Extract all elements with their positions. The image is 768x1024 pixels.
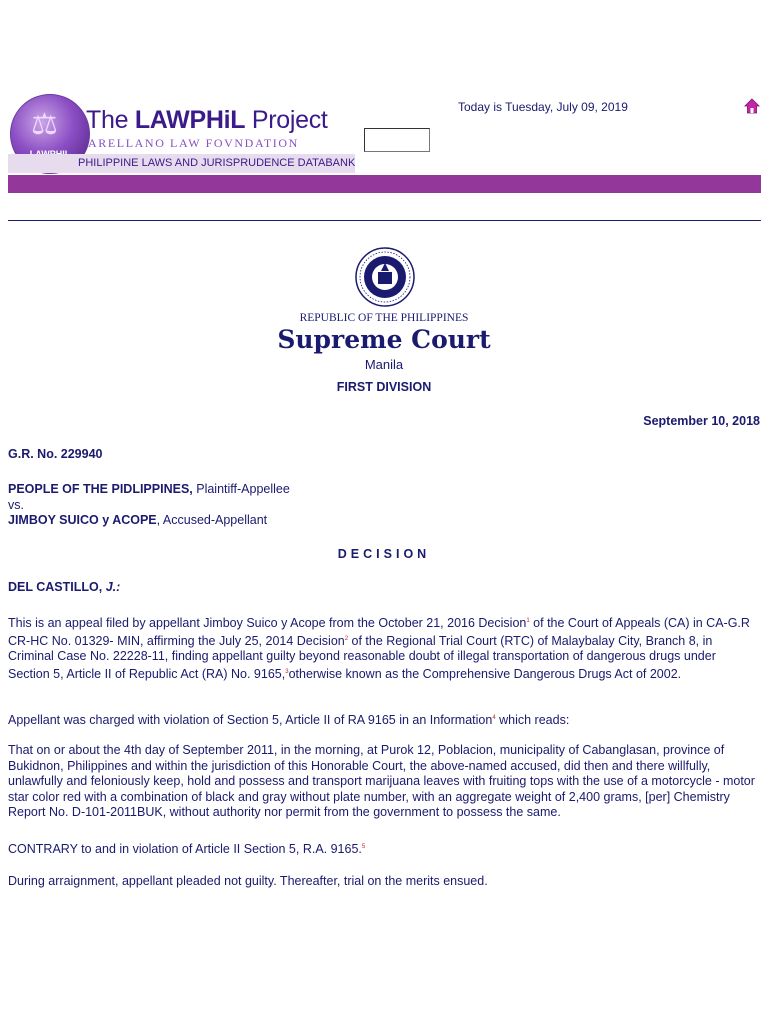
site-subtitle: ARELLANO LAW FOVNDATION [88,136,299,150]
gr-number: G.R. No. 229940 [8,447,103,461]
site-tagline: PHILIPPINE LAWS AND JURISPRUDENCE DATABANK [78,157,356,169]
site-title-prefix: The [86,106,135,134]
republic-label: REPUBLIC OF THE PHILIPPINES [299,312,469,324]
plaintiff-name: PEOPLE OF THE PIDLIPPINES, [8,482,193,496]
footnote-link-4[interactable]: 4 [492,715,496,721]
ponente [8,580,120,596]
site-title [86,106,328,135]
accused-role: , Accused-Appellant [156,513,268,527]
footnote-link-5[interactable]: 5 [361,844,366,850]
decision-heading: DECISION [337,547,431,561]
scales-of-justice-icon: ⚖ [31,107,58,142]
accused-line [8,513,267,529]
p1-text-c: of the Regional Trial Court (RTC) of Malaybalay City, Branch 8, in Criminal Case No. 22228-11, finding appellant guilty beyond reasonable doubt of illegal transportation of dangerous drugs under Section 5, Article II of Republic Act (RA) No. 9165, [8,633,716,681]
home-icon[interactable] [744,98,760,114]
p2-text-b: which reads: [495,713,570,728]
header-color-bar [8,175,761,193]
decision-date: September 10, 2018 [643,414,760,428]
versus-label: vs. [8,498,24,512]
plaintiff-line [8,482,290,498]
ponente-title: J.: [105,580,121,594]
footnote-link-3[interactable]: 3 [285,668,289,675]
court-name: Supreme Court [277,325,491,354]
supreme-court-seal-icon [355,247,415,307]
p1-text-a: This is an appeal filed by appellant Jimboy Suico y Acope from the October 21, 2016 Decision [8,616,527,631]
p2-text-a: Appellant was charged with violation of Section 5, Article II of RA 9165 in an Information [8,713,493,728]
accused-name: JIMBOY SUICO y ACOPE [8,513,157,527]
p1-text-d: otherwise known as the Comprehensive Dangerous Drugs Act of 2002. [288,666,682,681]
header-divider [8,220,761,221]
current-date: Today is Tuesday, July 09, 2019 [458,100,628,114]
paragraph-arraignment: During arraignment, appellant pleaded not guilty. Thereafter, trial on the merits ensued. [8,874,488,888]
court-division: FIRST DIVISION [336,380,432,394]
site-title-bold: LAWPHiL [134,106,246,134]
search-input[interactable] [364,128,430,152]
court-city: Manila [364,357,404,372]
paragraph-contrary [8,840,760,858]
footnote-link-1[interactable]: 1 [526,618,530,624]
site-title-suffix: Project [245,106,328,134]
paragraph-1 [8,614,760,682]
p1-text-b: of the Court of Appeals (CA) in CA-G.R CR-HC No. 01329- MIN, affirming the July 25, 2014 Decision [8,616,750,648]
footnote-link-2[interactable]: 2 [344,635,349,642]
site-tagline-bar [8,154,355,173]
plaintiff-role: Plaintiff-Appellee [192,482,290,496]
information-quote: That on or about the 4th day of September 2011, in the morning, at Purok 12, Poblacion, municipality of Cabanglasan, province of Bukidnon, Philippines and within the jurisdiction of this Honorable Court, the above-named accused, did then and there willfully, unlawfully and feloniously keep, hold and possess and transport marijuana leaves with fruiting tops with the use of a motorcycle - motor star color red with a combination of black and gray without plate number, with an aggregate weight of 2,400 grams, [per] Chemistry Report No. D-101-2011BUK, without authority nor permit from the government to possess the same. [8,743,755,819]
ponente-name: DEL CASTILLO, [8,580,106,594]
p4-text: CONTRARY to and in violation of Article II Section 5, R.A. 9165. [8,842,362,857]
paragraph-2 [8,711,760,729]
